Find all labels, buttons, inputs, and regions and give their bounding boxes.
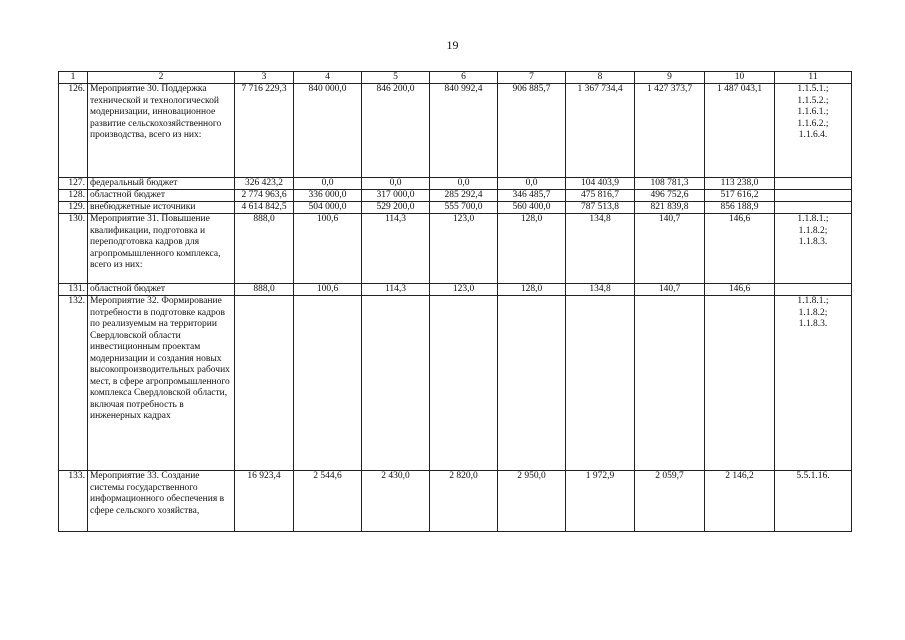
value-cell: 336 000,0	[294, 190, 362, 202]
row-number: 128.	[59, 190, 88, 202]
value-cell: 2 544,6	[294, 471, 362, 532]
row-name: Мероприятие 30. Поддержка технической и технологической модернизации, инновационное развитие сельскохозяйственного производства, всего из них:	[88, 84, 235, 178]
value-cell: 0,0	[498, 178, 566, 190]
value-cell: 0,0	[430, 178, 498, 190]
target-code-cell: 1.1.5.1.; 1.1.5.2.; 1.1.6.1.; 1.1.6.2.; 1.1.6.4.	[775, 84, 852, 178]
header-cell: 9	[635, 72, 705, 84]
row-name: областной бюджет	[88, 190, 235, 202]
row-number: 130.	[59, 214, 88, 284]
target-code-cell	[775, 190, 852, 202]
value-cell: 140,7	[635, 214, 705, 284]
header-cell: 5	[362, 72, 430, 84]
value-cell: 317 000,0	[362, 190, 430, 202]
row-number: 133.	[59, 471, 88, 532]
value-cell: 123,0	[430, 284, 498, 296]
budget-table	[58, 71, 852, 532]
value-cell: 7 716 229,3	[235, 84, 294, 178]
row-name: областной бюджет	[88, 284, 235, 296]
value-cell: 2 820,0	[430, 471, 498, 532]
value-cell: 146,6	[705, 214, 775, 284]
value-cell: 114,3	[362, 214, 430, 284]
value-cell: 496 752,6	[635, 190, 705, 202]
value-cell: 1 487 043,1	[705, 84, 775, 178]
value-cell: 517 616,2	[705, 190, 775, 202]
table-row	[59, 296, 852, 471]
table-row	[59, 471, 852, 532]
target-code-cell: 1.1.8.1.; 1.1.8.2; 1.1.8.3.	[775, 214, 852, 284]
value-cell: 104 403,9	[566, 178, 635, 190]
value-cell: 475 816,7	[566, 190, 635, 202]
value-cell	[362, 296, 430, 471]
header-cell: 8	[566, 72, 635, 84]
target-code-cell	[775, 284, 852, 296]
value-cell	[430, 296, 498, 471]
header-cell: 11	[775, 72, 852, 84]
value-cell: 0,0	[294, 178, 362, 190]
row-name: федеральный бюджет	[88, 178, 235, 190]
value-cell: 128,0	[498, 284, 566, 296]
value-cell: 906 885,7	[498, 84, 566, 178]
value-cell: 560 400,0	[498, 202, 566, 214]
header-cell: 4	[294, 72, 362, 84]
row-number: 126.	[59, 84, 88, 178]
value-cell: 2 430,0	[362, 471, 430, 532]
table-row	[59, 284, 852, 296]
value-cell: 134,8	[566, 214, 635, 284]
value-cell	[635, 296, 705, 471]
value-cell: 16 923,4	[235, 471, 294, 532]
value-cell: 123,0	[430, 214, 498, 284]
value-cell: 888,0	[235, 284, 294, 296]
row-number: 132.	[59, 296, 88, 471]
target-code-cell	[775, 178, 852, 190]
table-row	[59, 214, 852, 284]
value-cell	[294, 296, 362, 471]
value-cell: 2 950,0	[498, 471, 566, 532]
table-row	[59, 190, 852, 202]
value-cell: 846 200,0	[362, 84, 430, 178]
value-cell: 504 000,0	[294, 202, 362, 214]
table-row	[59, 178, 852, 190]
target-code-cell	[775, 202, 852, 214]
value-cell: 856 188,9	[705, 202, 775, 214]
value-cell: 2 774 963,6	[235, 190, 294, 202]
row-name: Мероприятие 33. Создание системы государственного информационного обеспечения в сфере сельского хозяйства,	[88, 471, 235, 532]
table-row	[59, 84, 852, 178]
value-cell: 2 059,7	[635, 471, 705, 532]
value-cell: 1 972,9	[566, 471, 635, 532]
value-cell: 840 992,4	[430, 84, 498, 178]
header-cell: 1	[59, 72, 88, 84]
value-cell: 555 700,0	[430, 202, 498, 214]
header-cell: 7	[498, 72, 566, 84]
value-cell: 140,7	[635, 284, 705, 296]
value-cell: 113 238,0	[705, 178, 775, 190]
value-cell: 821 839,8	[635, 202, 705, 214]
value-cell: 108 781,3	[635, 178, 705, 190]
value-cell	[705, 296, 775, 471]
value-cell: 0,0	[362, 178, 430, 190]
value-cell: 100,6	[294, 284, 362, 296]
value-cell: 1 427 373,7	[635, 84, 705, 178]
value-cell: 146,6	[705, 284, 775, 296]
value-cell: 888,0	[235, 214, 294, 284]
target-code-cell: 5.5.1.16.	[775, 471, 852, 532]
value-cell: 134,8	[566, 284, 635, 296]
row-number: 127.	[59, 178, 88, 190]
row-name: Мероприятие 31. Повышение квалификации, подготовка и переподготовка кадров для агропромышленного комплекса, всего из них:	[88, 214, 235, 284]
value-cell: 4 614 842,5	[235, 202, 294, 214]
row-number: 131.	[59, 284, 88, 296]
value-cell: 529 200,0	[362, 202, 430, 214]
value-cell: 326 423,2	[235, 178, 294, 190]
row-number: 129.	[59, 202, 88, 214]
value-cell: 346 485,7	[498, 190, 566, 202]
value-cell	[235, 296, 294, 471]
header-cell: 10	[705, 72, 775, 84]
row-name: Мероприятие 32. Формирование потребности в подготовке кадров по реализуемым на территории Свердловской области инвестиционным проектам модернизации и создания новых высокопроизводительных рабочих мест, в сфере агропромышленного комплекса Свердловской области, включая потребность в инженерных кадрах	[88, 296, 235, 471]
header-cell: 6	[430, 72, 498, 84]
target-code-cell: 1.1.8.1.; 1.1.8.2; 1.1.8.3.	[775, 296, 852, 471]
value-cell	[498, 296, 566, 471]
value-cell: 1 367 734,4	[566, 84, 635, 178]
value-cell: 285 292,4	[430, 190, 498, 202]
header-row	[59, 72, 852, 84]
value-cell	[566, 296, 635, 471]
header-cell: 3	[235, 72, 294, 84]
row-name: внебюджетные источники	[88, 202, 235, 214]
value-cell: 2 146,2	[705, 471, 775, 532]
header-cell: 2	[88, 72, 235, 84]
value-cell: 114,3	[362, 284, 430, 296]
value-cell: 128,0	[498, 214, 566, 284]
value-cell: 100,6	[294, 214, 362, 284]
value-cell: 840 000,0	[294, 84, 362, 178]
page-number: 19	[446, 38, 459, 52]
table-row	[59, 202, 852, 214]
value-cell: 787 513,8	[566, 202, 635, 214]
